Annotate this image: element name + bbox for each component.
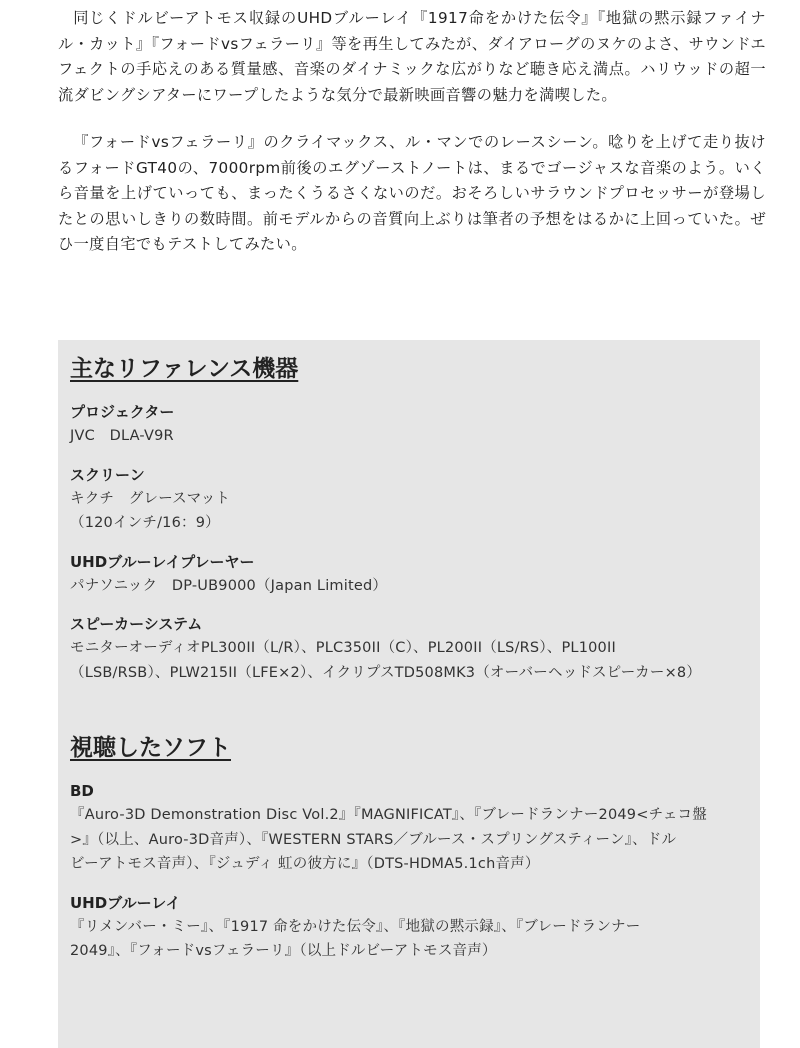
- reference-item-screen: [70, 463, 748, 536]
- reference-item-line: キクチ グレースマット: [70, 490, 231, 507]
- reference-item-value: [70, 574, 748, 599]
- software-item-value: [70, 915, 748, 964]
- software-title: 視聴したソフト: [70, 735, 231, 761]
- reference-item-line: JVC DLA-V9R: [70, 428, 174, 444]
- software-item-bd: [70, 779, 748, 877]
- software-item-value: [70, 803, 748, 877]
- reference-item-label: スクリーン: [70, 465, 145, 484]
- software-item-uhd: [70, 891, 748, 964]
- section-spacer: [70, 699, 748, 733]
- reference-item-value: [70, 636, 748, 685]
- reference-equipment-title: 主なリファレンス機器: [70, 356, 299, 382]
- reference-item-player: [70, 550, 748, 599]
- software-item-line: 2049』、『フォードvsフェラーリ』（以上ドルビーアトモス音声）: [70, 943, 497, 959]
- reference-item-line: モニターオーディオPL300II（L/R）、PLC350II（C）、PL200II（LS/RS）、PL100II: [70, 640, 616, 656]
- reference-item-line: （120インチ/16：9）: [70, 515, 220, 531]
- article-paragraph: 同じくドルビーアトモス収録のUHDブルーレイ『1917命をかけた伝令』『地獄の黙示録ファイナル・カット』『フォードvsフェラーリ』等を再生してみたが、ダイアローグのヌケのよさ、サウンドエフェクトの手応えのある質量感、音楽のダイナミックな広がりなど聴き応え満点。ハリウッドの超一流ダビングシアターにワープしたような気分で最新映画音響の魅力を満喫した。: [58, 9, 766, 104]
- software-item-label: BD: [70, 782, 94, 800]
- reference-item-value: [70, 424, 748, 449]
- reference-item-label: スピーカーシステム: [70, 615, 203, 633]
- reference-item-value: [70, 487, 748, 536]
- article-paragraph: 『フォードvsフェラーリ』のクライマックス、ル・マンでのレースシーン。唸りを上げて走り抜けるフォードGT40の、7000rpm前後のエグゾーストノートは、まるでゴージャスな音楽のよう。いくら音量を上げていっても、まったくうるさくないのだ。おそろしいサラウンドプロセッサーが登場したとの思いしきりの数時間。前モデルからの音質向上ぶりは筆者の予想をはるかに上回っていた。ぜひ一度自宅でもテストしてみたい。: [58, 133, 766, 253]
- reference-item-label: プロジェクター: [70, 403, 175, 421]
- software-item-label: UHDブルーレイ: [70, 893, 181, 912]
- reference-item-projector: [70, 400, 748, 449]
- reference-item-label: UHDブルーレイプレーヤー: [70, 552, 255, 571]
- reference-item-line: （LSB/RSB）、PLW215II（LFE×2）、イクリプスTD508MK3（オーバーヘッドスピーカー×8）: [70, 664, 702, 681]
- reference-item-speakers: [70, 612, 748, 685]
- article-body: [58, 6, 766, 280]
- reference-item-line: パナソニック DP-UB9000（Japan Limited）: [70, 577, 388, 594]
- software-item-line: 『Auro-3D Demonstration Disc Vol.2』『MAGNIFICAT』、『ブレードランナー2049<チェコ盤: [70, 807, 707, 823]
- software-item-line: 『リメンバー・ミー』、『1917 命をかけた伝令』、『地獄の黙示録』、『ブレードランナー: [70, 918, 641, 935]
- reference-box: [58, 340, 760, 1048]
- software-item-line: >』（以上、Auro-3D音声）、『WESTERN STARS／ブルース・スプリングスティーン』、ドル: [70, 831, 677, 848]
- software-item-line: ビーアトモス音声）、『ジュディ 虹の彼方に』（DTS-HDMA5.1ch音声）: [70, 856, 540, 872]
